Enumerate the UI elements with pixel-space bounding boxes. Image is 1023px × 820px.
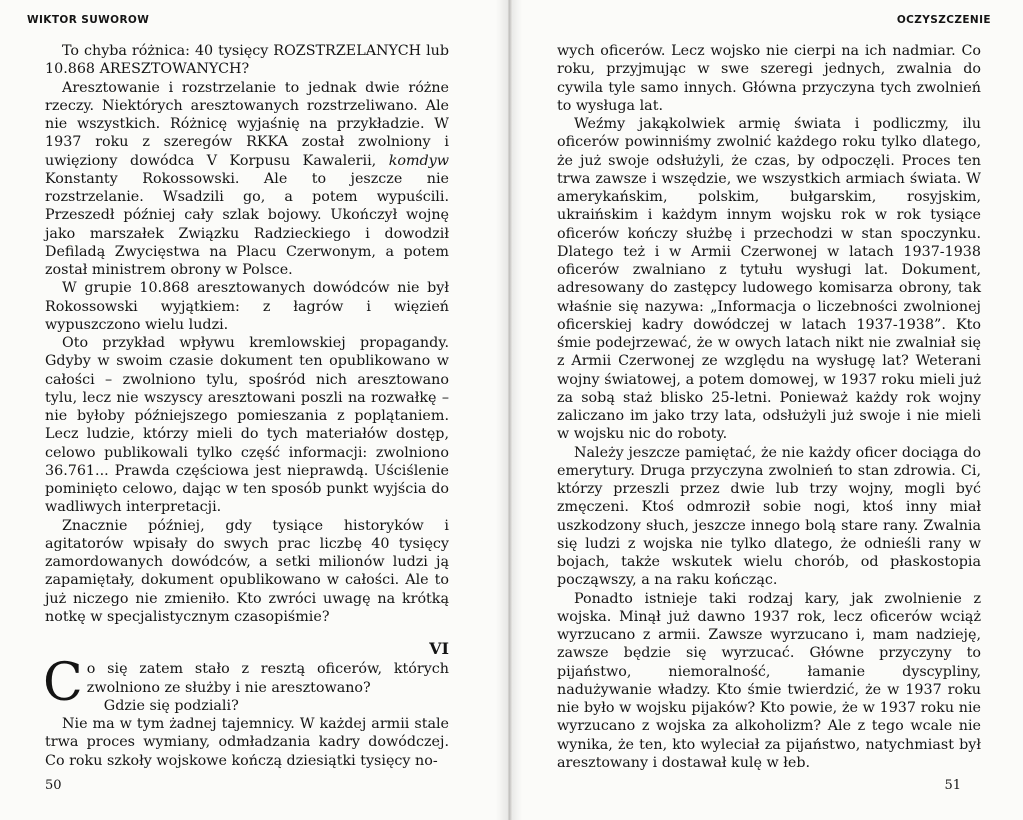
section-vi (45, 640, 449, 770)
paragraph: Aresztowanie i rozstrzelanie to jednak dwie różne rzeczy. Niektórych aresztowanych rozstrzeliwano. Ale nie wszystkich. Różnicę wyjaśnię na przykładzie. W 1937 roku z szeregów RKKA został zwolniony i uwięziony dowódca V Korpusu Kawalerii, komdyw Konstanty Rokossowski. Ale to jeszcze nie rozstrzelanie. Wsadzili go, a potem wypuścili. Przeszedł później cały szlak bojowy. Ukończył wojnę jako marszałek Związku Radzieckiego i dowodził Defiladą Zwycięstwa na Placu Czerwonym, a potem został ministrem obrony w Polsce. (45, 79, 449, 278)
left-page (0, 0, 508, 820)
paragraph: Oto przykład wpływu kremlowskiej propagandy. Gdyby w swoim czasie dokument ten opublikowano w całości – zwolniono tylu, spośród nich aresztowano tylu, lecz nie wszyscy aresztowani poszli na rozwałkę – nie byłoby późniejszego pomieszania z poplątaniem. Lecz ludzie, którzy mieli do tych materiałów dostęp, celowo publikowali tylko część informacji: zwolniono 36.761... Prawda częściowa jest nieprawdą. Uściślenie pominięto celowo, dając w ten sposób punkt wyjścia do wadliwych interpretacji. (45, 335, 449, 516)
right-page (512, 0, 1023, 820)
section-number: VI (429, 639, 449, 658)
emphasis: komdyw (388, 152, 449, 169)
paragraph: W grupie 10.868 aresztowanych dowódców nie był Rokossowski wyjątkiem: z łagrów i więzień wypuszczono wielu ludzi. (45, 280, 449, 333)
paragraph: Ponadto istnieje taki rodzaj kary, jak zwolnienie z wojska. Minął już dawno 1937 rok, lecz oficerów wciąż wyrzucano z armii. Zawsze wyrzucano i, mam nadzieję, zawsze będzie się wyrzucać. Główne przyczyny to pijaństwo, niemoralność, łamanie dyscypliny, nadużywanie władzy. Kto śmie twierdzić, że w 1937 roku nie było w wojsku pijaków? Kto powie, że w 1937 roku nie wyrzucano z wojska za alkoholizm? Ale z tego wcale nie wynika, że ten, kto wyleciał za pijaństwo, natychmiast był aresztowany i dostawał kulę w łeb. (557, 590, 981, 771)
left-body-text (45, 42, 449, 626)
paragraph: Znacznie później, gdy tysiące historyków i agitatorów wpisały do swych prac liczbę 40 tysięcy zamordowanych dowódców, a setki milionów ludzi ją zapamiętały, dokument opublikowano w całości. Ale to już niczego nie zmieniło. Kto zwróci uwagę na krótką notkę w specjalistycznym czasopiśmie? (45, 517, 449, 625)
running-head-left: WIKTOR SUWOROW (27, 14, 150, 26)
paragraph: Weźmy jakąkolwiek armię świata i podliczmy, ilu oficerów powinniśmy zwolnić każdego roku tylko dlatego, że już swoje odsłużyli, że czas, by odpoczęli. Proces ten trwa zawsze i wszędzie, we wszystkich armiach świata. W amerykańskim, polskim, bułgarskim, rosyjskim, ukraińskim i każdym innym wojsku rok w rok tysiące oficerów kończy służbę i przechodzi w stan spoczynku. Dlatego też i w Armii Czerwonej w latach 1937-1938 oficerów zwalniano z tytułu wysługi lat. Dokument, adresowany do zastępcy ludowego komisarza obrony, tak właśnie się nazywa: „Informacja o liczebności zwolnionej oficerskiej kadry dowódczej w latach 1937-1938”. Kto śmie podejrzewać, że w owych latach nikt nie zwalniał się z Armii Czerwonej ze względu na wysługę lat? Weterani wojny światowej, a potem domowej, w 1937 roku mieli już za sobą staż blisko 25-letni. Ponieważ każdy rok wojny zaliczano im jako trzy lata, odsłużyli już swoje i nie mieli w wojsku nic do roboty. (557, 116, 981, 443)
book-gutter-shadow (496, 0, 522, 820)
paragraph: Nie ma w tym żadnej tajemnicy. W każdej armii stale trwa proces wymiany, odmładzania kadry dowódczej. Co roku szkoły wojskowe kończą dziesiątki tysięcy no- (45, 716, 449, 769)
paragraph: Gdzie się podziali? (103, 697, 239, 714)
paragraph: Co się zatem stało z resztą oficerów, których zwolniono ze służby i nie aresztowano? (43, 653, 449, 714)
right-body-text (557, 42, 981, 772)
paragraph: Należy jeszcze pamiętać, że nie każdy oficer dociąga do emerytury. Druga przyczyna zwolnień to stan zdrowia. Ci, którzy przeszli przez dwie lub trzy wojny, mogli być zmęczeni. Ktoś odmroził sobie nogi, ktoś inny miał uszkodzony słuch, jeszcze innego bolą stare rany. Zwalnia się ludzi z wojska nie tylko dlatego, że odnieśli rany w bojach, także wskutek wielu chorób, od płaskostopia począwszy, a na raku kończąc. (557, 444, 981, 589)
paragraph: To chyba różnica: 40 tysięcy ROZSTRZELANYCH lub 10.868 ARESZTOWANYCH? (45, 43, 449, 78)
running-head-right: OCZYSZCZENIE (896, 14, 991, 26)
paragraph: wych oficerów. Lecz wojsko nie cierpi na ich nadmiar. Co roku, przyjmując w swe szeregi jednych, zwalnia do cywila tyle samo innych. Główna przyczyna tych zwolnień to wysługa lat. (557, 43, 981, 114)
drop-cap: C (43, 653, 83, 714)
page-number-right: 51 (944, 778, 961, 793)
page-number-left: 50 (45, 778, 62, 793)
